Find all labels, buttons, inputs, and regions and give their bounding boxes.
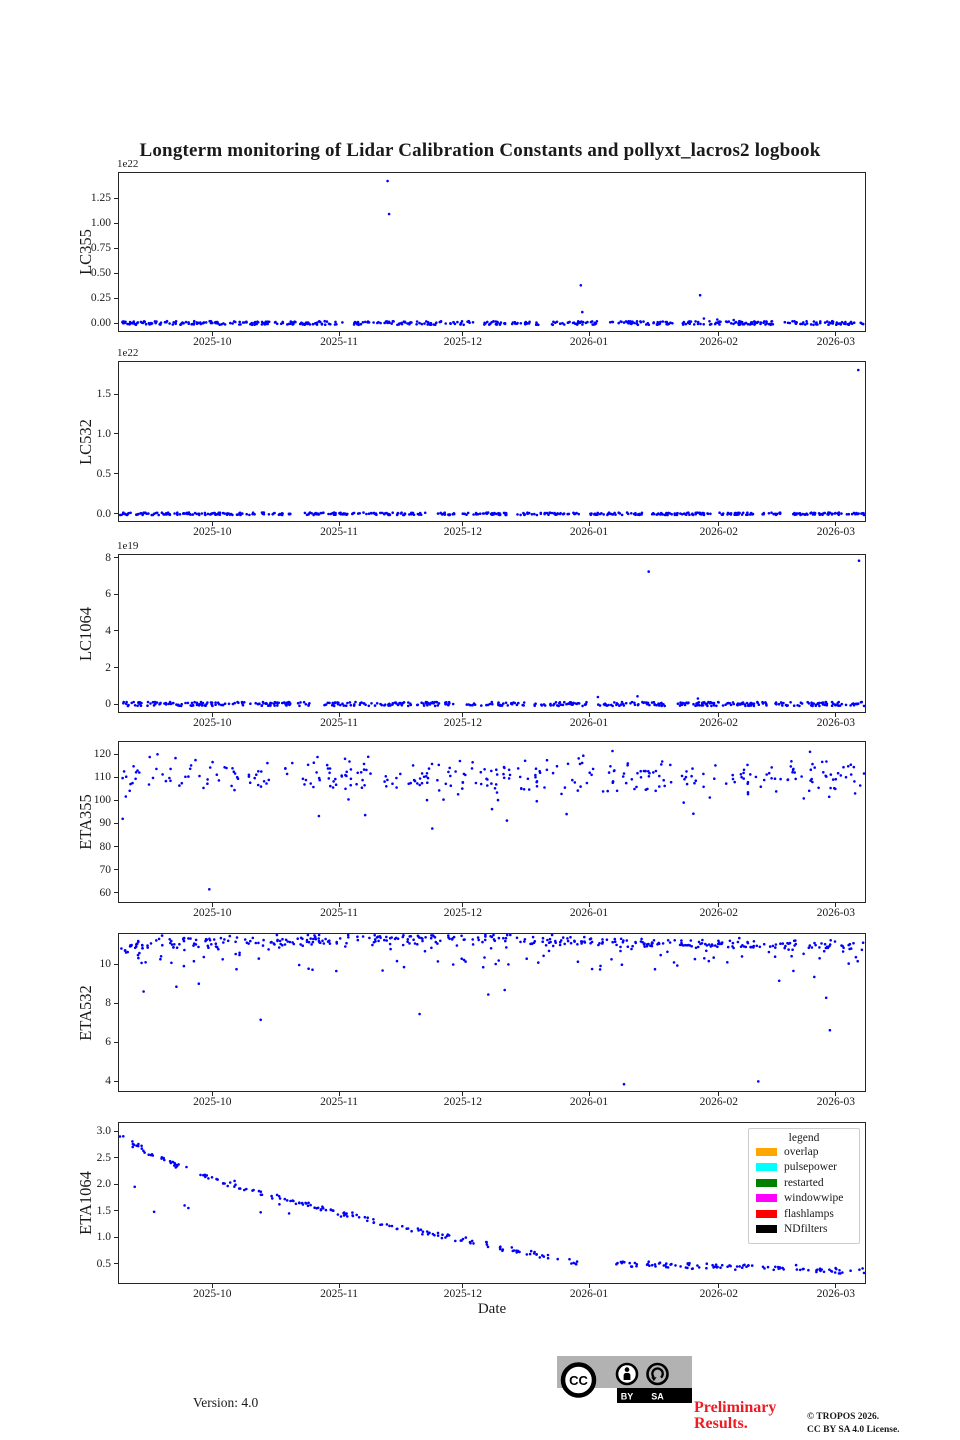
x-tick-label: 2025-10	[193, 717, 232, 729]
preliminary-results-text: Preliminary Results.	[694, 1399, 777, 1432]
x-tick-label: 2025-11	[320, 1288, 359, 1300]
y-tick-label: 1.5	[96, 1204, 111, 1217]
y-tick-label: 1.5	[96, 388, 111, 400]
x-tick-label: 2025-12	[443, 717, 483, 729]
y-tick-label: 8	[105, 997, 111, 1010]
subplot-eta532	[76, 933, 866, 1108]
cc-logo-icon	[563, 1365, 594, 1396]
x-tick-label: 2026-01	[569, 526, 609, 538]
subplot-lc532	[76, 347, 866, 538]
y-tick-mark	[114, 667, 118, 668]
x-tick-label: 2026-03	[816, 907, 856, 919]
x-tick-label: 2026-01	[569, 907, 609, 919]
x-tick-label: 2026-03	[816, 1288, 856, 1300]
page-title: Longterm monitoring of Lidar Calibration Constants and pollyxt_lacros2 logbook	[139, 140, 821, 161]
sa-label: SA	[651, 1391, 664, 1402]
y-axis-label: ETA532	[76, 984, 95, 1041]
y-tick-label: 0	[105, 698, 111, 710]
y-axis-label: LC1064	[76, 606, 95, 661]
x-tick-label: 2026-02	[699, 1096, 738, 1108]
flashlamps-swatch-icon	[756, 1210, 777, 1218]
x-tick-label: 2026-01	[569, 1288, 609, 1300]
y-tick-mark	[114, 1237, 118, 1238]
y-tick-label: 60	[99, 886, 111, 899]
cc-by-icon	[617, 1364, 637, 1384]
y-tick-mark	[114, 777, 118, 778]
y-tick-mark	[114, 704, 118, 705]
y-tick-mark	[114, 1184, 118, 1185]
legend-label: restarted	[784, 1176, 824, 1189]
y-tick-label: 6	[105, 1036, 111, 1049]
overlap-swatch-icon	[756, 1148, 777, 1156]
y-tick-mark	[114, 273, 118, 274]
legend-label: windowwipe	[784, 1192, 844, 1205]
y-tick-mark	[114, 248, 118, 249]
x-tick-label: 2025-11	[320, 907, 359, 919]
legend-label: overlap	[784, 1145, 819, 1158]
y-axis-offset: 1e22	[117, 158, 139, 170]
x-tick-label: 2025-12	[443, 336, 483, 348]
y-tick-label: 2.0	[96, 1178, 111, 1191]
x-tick-label: 2026-01	[569, 1096, 609, 1108]
x-tick-label: 2025-10	[193, 1096, 232, 1108]
y-axis-offset: 1e19	[117, 540, 139, 552]
x-tick-label: 2025-11	[320, 717, 359, 729]
restarted-swatch-icon	[756, 1179, 777, 1187]
windowwipe-swatch-icon	[756, 1194, 777, 1202]
y-tick-mark	[114, 1263, 118, 1264]
legend-label: pulsepower	[784, 1161, 838, 1174]
y-tick-mark	[114, 394, 118, 395]
x-tick-label: 2025-10	[193, 526, 232, 538]
y-tick-mark	[114, 1131, 118, 1132]
y-tick-mark	[114, 1081, 118, 1082]
y-tick-label: 0.25	[90, 292, 111, 304]
y-tick-mark	[114, 594, 118, 595]
x-tick-label: 2025-10	[193, 336, 232, 348]
y-tick-mark	[114, 754, 118, 755]
x-tick-label: 2025-10	[193, 907, 232, 919]
y-tick-mark	[114, 800, 118, 801]
legend-item-windowwipe	[749, 1191, 859, 1207]
y-tick-label: 1.00	[90, 217, 111, 229]
x-tick-label: 2025-12	[443, 907, 483, 919]
version-text: Version: 4.0	[193, 1395, 259, 1410]
y-tick-label: 4	[105, 1075, 111, 1088]
y-axis-label: LC532	[76, 418, 95, 465]
subplot-eta1064	[76, 1122, 866, 1300]
y-tick-label: 3.0	[96, 1125, 111, 1137]
x-tick-label: 2026-03	[816, 717, 856, 729]
y-axis-label: ETA355	[76, 794, 95, 850]
y-tick-label: 4	[105, 624, 111, 637]
y-tick-label: 80	[99, 840, 111, 853]
y-tick-label: 1.0	[96, 427, 111, 440]
x-tick-label: 2026-02	[699, 717, 738, 729]
y-tick-mark	[114, 1210, 118, 1211]
y-tick-mark	[114, 1042, 118, 1043]
y-tick-label: 1.0	[96, 1231, 111, 1244]
legend-label: flashlamps	[784, 1207, 834, 1220]
x-tick-label: 2025-12	[443, 526, 483, 538]
x-tick-label: 2025-11	[320, 526, 359, 538]
y-tick-mark	[114, 869, 118, 870]
y-tick-label: 2.5	[96, 1151, 111, 1164]
pulsepower-swatch-icon	[756, 1163, 777, 1171]
y-tick-label: 10	[99, 958, 111, 971]
y-tick-label: 70	[99, 863, 111, 876]
y-tick-mark	[114, 473, 118, 474]
y-tick-label: 6	[105, 588, 111, 601]
x-tick-label: 2026-03	[816, 336, 856, 348]
x-tick-label: 2025-12	[443, 1288, 483, 1300]
x-tick-label: 2026-03	[816, 1096, 856, 1108]
y-axis-offset: 1e22	[117, 347, 139, 359]
y-tick-mark	[114, 823, 118, 824]
y-tick-label: 8	[105, 551, 111, 564]
copyright-text: © TROPOS 2026. CC BY SA 4.0 License.	[807, 1412, 900, 1435]
legend-item-flashlamps	[749, 1206, 859, 1222]
y-tick-label: 0.50	[90, 267, 111, 279]
x-axis-label: Date	[477, 1301, 507, 1317]
y-tick-label: 0.00	[90, 317, 111, 329]
y-tick-label: 0.75	[90, 242, 111, 254]
legend-item-restarted	[749, 1175, 859, 1191]
subplot-lc355	[76, 158, 866, 348]
legend-item-pulsepower	[749, 1160, 859, 1176]
x-tick-label: 2025-10	[193, 1288, 232, 1300]
legend	[748, 1128, 860, 1244]
y-tick-label: 0.0	[96, 507, 111, 520]
by-label: BY	[620, 1391, 634, 1402]
x-tick-label: 2026-02	[699, 336, 738, 348]
y-tick-label: 2	[105, 661, 111, 674]
x-tick-label: 2026-03	[816, 526, 856, 538]
x-tick-label: 2025-12	[443, 1096, 483, 1108]
y-tick-mark	[114, 1157, 118, 1158]
y-tick-mark	[114, 223, 118, 224]
legend-title: legend	[788, 1132, 820, 1144]
x-tick-label: 2026-02	[699, 907, 738, 919]
y-tick-label: 0.5	[96, 1257, 111, 1270]
y-tick-mark	[114, 433, 118, 434]
y-tick-label: 1.25	[90, 192, 111, 204]
y-tick-mark	[114, 846, 118, 847]
y-tick-mark	[114, 298, 118, 299]
y-tick-mark	[114, 892, 118, 893]
ndfilters-swatch-icon	[756, 1225, 777, 1233]
subplot-eta355	[76, 741, 866, 919]
y-axis-label: LC355	[76, 229, 95, 275]
y-tick-mark	[114, 1003, 118, 1004]
svg-text:CC: CC	[569, 1373, 588, 1388]
cc-by-sa-badge	[557, 1356, 692, 1404]
y-tick-mark	[114, 198, 118, 199]
y-tick-label: 0.5	[96, 467, 111, 480]
legend-item-ndfilters	[749, 1222, 859, 1238]
legend-item-overlap	[749, 1144, 859, 1160]
y-tick-label: 90	[99, 817, 111, 830]
legend-label: NDfilters	[784, 1223, 828, 1236]
y-tick-label: 100	[93, 794, 111, 807]
y-tick-label: 110	[94, 771, 111, 784]
y-tick-mark	[114, 557, 118, 558]
y-axis-label: ETA1064	[76, 1171, 95, 1235]
x-tick-label: 2026-02	[699, 526, 738, 538]
y-tick-mark	[114, 323, 118, 324]
y-tick-label: 120	[93, 748, 111, 760]
y-tick-mark	[114, 630, 118, 631]
x-tick-label: 2026-01	[569, 717, 609, 729]
y-tick-mark	[114, 964, 118, 965]
x-tick-label: 2026-01	[569, 336, 609, 348]
x-tick-label: 2026-02	[699, 1288, 738, 1300]
y-tick-mark	[114, 513, 118, 514]
x-tick-label: 2025-11	[320, 336, 359, 348]
subplot-lc1064	[76, 540, 866, 729]
x-tick-label: 2025-11	[320, 1096, 359, 1108]
